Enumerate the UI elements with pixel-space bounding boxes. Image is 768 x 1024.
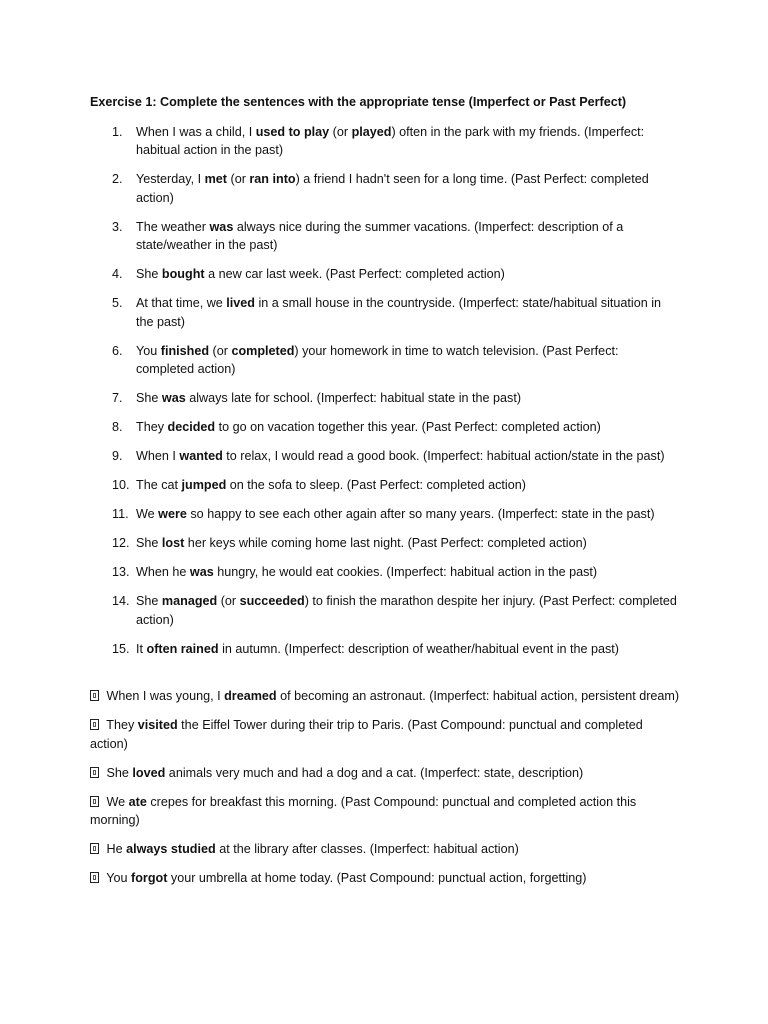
- item-number: 2.: [112, 172, 123, 186]
- sentence-text: in a small house in the countryside. (Imperfect: state/habitual situation in the past): [136, 296, 662, 329]
- item-number: 7.: [112, 391, 123, 405]
- item-number: 4.: [112, 267, 123, 281]
- item-sentence: [136, 267, 505, 281]
- example-item: [90, 716, 680, 753]
- answer-verb: lived: [226, 296, 255, 310]
- sentence-text: a new car last week. (Past Perfect: completed action): [204, 267, 505, 281]
- sentence-text: so happy to see each other again after so many years. (Imperfect: state in the past): [186, 507, 655, 521]
- sentence-text: The weather: [136, 219, 210, 234]
- answer-verb: dreamed: [224, 689, 277, 703]
- sentence-text: (or: [329, 124, 352, 139]
- answer-verb: loved: [132, 765, 166, 780]
- answer-verb: wanted: [179, 449, 223, 463]
- sentence-text: She: [136, 267, 162, 281]
- exercise-item: [90, 342, 680, 379]
- sentence-text: When I was young, I: [103, 689, 225, 703]
- answer-verb: completed: [231, 343, 295, 358]
- answer-verb: managed: [161, 594, 218, 608]
- sentence-text: in autumn. (Imperfect: description of weather/habitual event in the past): [218, 641, 619, 656]
- example-item: [90, 687, 680, 706]
- example-item: [90, 840, 680, 859]
- exercise-item: [90, 447, 680, 466]
- item-sentence: [136, 594, 677, 627]
- answer-verb: forgot: [131, 871, 168, 885]
- answer-verb: bought: [161, 267, 205, 281]
- answer-verb: ate: [128, 794, 147, 809]
- answer-verb: lost: [161, 536, 185, 550]
- answer-verb: succeeded: [239, 594, 305, 608]
- item-sentence: [136, 565, 597, 579]
- item-number: 3.: [112, 219, 123, 234]
- exercise-item: [90, 563, 680, 582]
- item-sentence: [136, 125, 644, 158]
- sentence-text: always nice during the summer vacations. (Imperfect: description of a state/weather in the past): [136, 219, 624, 252]
- missing-glyph-icon: [90, 767, 99, 778]
- exercise-item: [90, 265, 680, 284]
- sentence-text: They: [136, 420, 168, 434]
- item-number: 12.: [112, 536, 130, 550]
- answer-verb: was: [189, 565, 214, 579]
- sentence-text: crepes for breakfast this morning. (Past Compound: punctual and completed action this morning): [90, 794, 637, 827]
- missing-glyph-icon: [90, 796, 99, 807]
- exercise-item: [90, 389, 680, 408]
- answer-verb: ran into: [249, 172, 296, 186]
- sentence-text: animals very much and had a dog and a cat. (Imperfect: state, description): [165, 765, 584, 780]
- item-number: 1.: [112, 124, 123, 139]
- sentence-text: We: [103, 794, 129, 809]
- exercise-item: [90, 640, 680, 659]
- sentence-text: ) often in the park with my friends. (Imperfect: habitual action in the past): [136, 124, 645, 157]
- sentence-text: At that time, we: [136, 296, 227, 310]
- sentence-text: It: [136, 641, 147, 656]
- answer-verb: decided: [167, 420, 216, 434]
- document-page: [90, 93, 680, 898]
- exercise-list: [90, 123, 680, 659]
- answer-verb: finished: [160, 343, 210, 358]
- exercise-item: [90, 418, 680, 437]
- sentence-text: She: [136, 594, 162, 608]
- sentence-text: Yesterday, I: [136, 172, 205, 186]
- sentence-text: The cat: [136, 478, 182, 492]
- sentence-text: always late for school. (Imperfect: habitual state in the past): [185, 391, 522, 405]
- exercise-item: [90, 218, 680, 255]
- sentence-text: of becoming an astronaut. (Imperfect: habitual action, persistent dream): [276, 689, 680, 703]
- sentence-text: her keys while coming home last night. (Past Perfect: completed action): [184, 536, 587, 550]
- example-item: [90, 764, 680, 783]
- item-sentence: [136, 344, 618, 377]
- item-number: 5.: [112, 296, 123, 310]
- missing-glyph-icon: [90, 843, 99, 854]
- item-sentence: [136, 507, 655, 521]
- sentence-text: (or: [227, 172, 250, 186]
- sentence-text: She: [103, 765, 133, 780]
- answer-verb: always studied: [126, 842, 216, 856]
- item-number: 9.: [112, 449, 123, 463]
- sentence-text: They: [103, 718, 138, 732]
- item-sentence: [136, 478, 526, 492]
- exercise-item: [90, 534, 680, 553]
- item-number: 11.: [112, 507, 129, 521]
- exercise-title: Exercise 1: Complete the sentences with the appropriate tense (Imperfect or Past Perfect): [90, 95, 627, 109]
- sentence-text: ) a friend I hadn't seen for a long time. (Past Perfect: completed action): [136, 172, 649, 205]
- sentence-text: ) to finish the marathon despite her injury. (Past Perfect: completed action): [136, 594, 677, 627]
- exercise-item: [90, 505, 680, 524]
- answer-verb: jumped: [181, 478, 227, 492]
- sentence-text: on the sofa to sleep. (Past Perfect: completed action): [226, 478, 526, 492]
- sentence-text: When he: [136, 565, 190, 579]
- sentence-text: When I was a child, I: [136, 124, 256, 139]
- item-sentence: [136, 536, 587, 550]
- item-sentence: [136, 449, 665, 463]
- example-item: [90, 793, 680, 830]
- item-sentence: [136, 642, 619, 656]
- sentence-text: the Eiffel Tower during their trip to Paris. (Past Compound: punctual and completed action): [90, 718, 643, 751]
- answer-verb: played: [351, 124, 392, 139]
- answer-verb: was: [209, 219, 234, 234]
- sentence-text: You: [136, 343, 161, 358]
- answer-verb: met: [204, 172, 228, 186]
- exercise-item: [90, 294, 680, 331]
- sentence-text: We: [136, 507, 159, 521]
- missing-glyph-icon: [90, 872, 99, 883]
- item-number: 13.: [112, 565, 130, 579]
- answer-verb: were: [158, 507, 187, 521]
- item-sentence: [136, 172, 649, 205]
- sentence-text: to relax, I would read a good book. (Imperfect: habitual action/state in the past): [222, 449, 665, 463]
- exercise-item: [90, 476, 680, 495]
- answer-verb: used to play: [255, 124, 330, 139]
- missing-glyph-icon: [90, 690, 99, 701]
- exercise-item: [90, 123, 680, 160]
- sentence-text: to go on vacation together this year. (Past Perfect: completed action): [215, 420, 601, 434]
- exercise-item: [90, 170, 680, 207]
- answer-verb: visited: [137, 718, 178, 732]
- example-item: [90, 869, 680, 888]
- answer-verb: often rained: [146, 641, 219, 656]
- sentence-text: at the library after classes. (Imperfect: habitual action): [215, 842, 519, 856]
- sentence-text: He: [103, 842, 127, 856]
- sentence-text: (or: [209, 343, 232, 358]
- example-list: [90, 687, 680, 888]
- answer-verb: was: [161, 391, 186, 405]
- exercise-item: [90, 592, 680, 629]
- item-number: 10.: [112, 478, 130, 492]
- sentence-text: When I: [136, 449, 180, 463]
- sentence-text: You: [103, 871, 132, 885]
- item-number: 8.: [112, 420, 123, 434]
- sentence-text: She: [136, 391, 162, 405]
- item-number: 14.: [112, 594, 130, 608]
- item-sentence: [136, 420, 601, 434]
- sentence-text: ) your homework in time to watch television. (Past Perfect: completed action): [136, 343, 619, 376]
- item-number: 6.: [112, 343, 123, 358]
- sentence-text: hungry, he would eat cookies. (Imperfect: habitual action in the past): [213, 565, 598, 579]
- sentence-text: She: [136, 536, 162, 550]
- sentence-text: your umbrella at home today. (Past Compound: punctual action, forgetting): [167, 871, 587, 885]
- missing-glyph-icon: [90, 719, 99, 730]
- item-number: 15.: [112, 641, 130, 656]
- item-sentence: [136, 391, 521, 405]
- sentence-text: (or: [217, 594, 240, 608]
- item-sentence: [136, 296, 661, 329]
- item-sentence: [136, 220, 623, 253]
